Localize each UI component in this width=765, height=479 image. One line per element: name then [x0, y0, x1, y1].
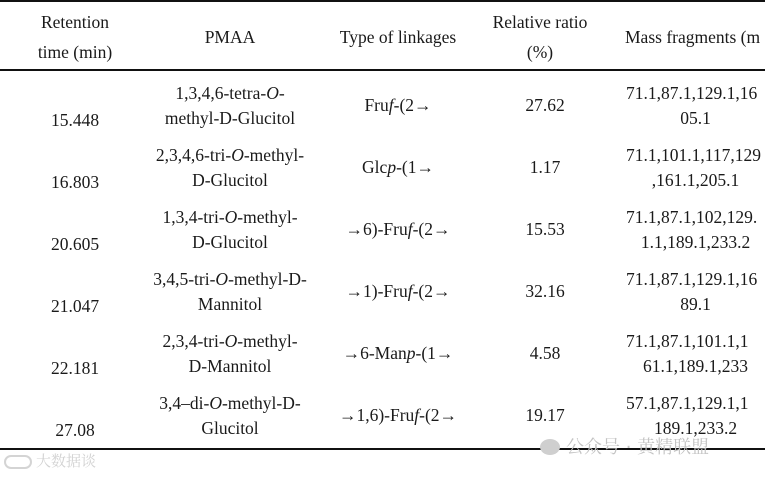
cell-retention-time: 22.181 [50, 358, 100, 378]
cell-pmaa-line1: 2,3,4,6-tri-O-methyl- [155, 145, 305, 165]
cell-relative-ratio: 27.62 [525, 95, 565, 115]
cell-pmaa-line2: methyl-D-Glucitol [164, 108, 296, 128]
cell-pmaa-line1: 3,4–di-O-methyl-D- [159, 393, 301, 413]
top-rule [0, 0, 765, 2]
cell-pmaa-line2: D-Glucitol [192, 232, 268, 252]
cell-relative-ratio: 15.53 [525, 219, 565, 239]
cell-retention-time: 16.803 [50, 172, 100, 192]
cell-pmaa-line2: Mannitol [197, 294, 263, 314]
cell-mass-line1: 71.1,87.1,129.1,16 [626, 269, 758, 289]
cell-linkage: Glcp-(1→ [362, 157, 434, 177]
header-rule [0, 69, 765, 71]
header-retention-line1: Retention [40, 12, 110, 32]
cell-pmaa-line1: 3,4,5-tri-O-methyl-D- [153, 269, 307, 289]
wechat-icon [540, 439, 560, 455]
header-mass: Mass fragments (m [625, 27, 761, 47]
cell-mass-line1: 71.1,101.1,117,129 [626, 145, 761, 165]
cell-mass-line2: 1.1,189.1,233.2 [640, 232, 751, 252]
cell-linkage: →6)-Fruf-(2→ [345, 219, 451, 239]
header-linkage: Type of linkages [339, 27, 457, 47]
cell-retention-time: 20.605 [50, 234, 100, 254]
watermark-right: 公众号 · 黄精联盟 [540, 433, 709, 459]
header-pmaa: PMAA [204, 27, 256, 47]
cell-pmaa-line2: Glucitol [201, 418, 259, 438]
cell-linkage: →1,6)-Fruf-(2→ [338, 405, 458, 425]
watermark-logo-icon [4, 455, 32, 469]
cell-pmaa-line2: D-Glucitol [192, 170, 268, 190]
cell-retention-time: 21.047 [50, 296, 100, 316]
cell-pmaa-line1: 2,3,4-tri-O-methyl- [162, 331, 298, 351]
cell-retention-time: 15.448 [50, 110, 100, 130]
cell-mass-line1: 57.1,87.1,129.1,1 [626, 393, 749, 413]
watermark-left: 大数据谈 [4, 450, 96, 471]
cell-mass-line2: 89.1 [680, 294, 711, 314]
cell-mass-line1: 71.1,87.1,102,129. [626, 207, 758, 227]
cell-linkage: →1)-Fruf-(2→ [345, 281, 451, 301]
cell-pmaa-line1: 1,3,4,6-tetra-O- [175, 83, 285, 103]
cell-pmaa-line1: 1,3,4-tri-O-methyl- [162, 207, 298, 227]
header-retention-line2: time (min) [37, 42, 113, 62]
cell-mass-line2: 61.1,189.1,233 [643, 356, 748, 376]
cell-linkage: →6-Manp-(1→ [342, 343, 454, 363]
header-ratio-line2: (%) [526, 42, 554, 62]
header-ratio-line1: Relative ratio [492, 12, 588, 32]
cell-relative-ratio: 1.17 [529, 157, 561, 177]
cell-mass-line2: ,161.1,205.1 [651, 170, 740, 190]
cell-mass-line1: 71.1,87.1,101.1,1 [626, 331, 749, 351]
cell-retention-time: 27.08 [55, 420, 95, 440]
cell-mass-line2: 05.1 [680, 108, 711, 128]
cell-relative-ratio: 4.58 [529, 343, 561, 363]
cell-mass-line2: 189.1,233.2 [653, 418, 738, 438]
cell-relative-ratio: 32.16 [525, 281, 565, 301]
cell-mass-line1: 71.1,87.1,129.1,16 [626, 83, 758, 103]
cell-linkage: Fruf-(2→ [364, 95, 432, 115]
cell-relative-ratio: 19.17 [525, 405, 565, 425]
cell-pmaa-line2: D-Mannitol [188, 356, 272, 376]
